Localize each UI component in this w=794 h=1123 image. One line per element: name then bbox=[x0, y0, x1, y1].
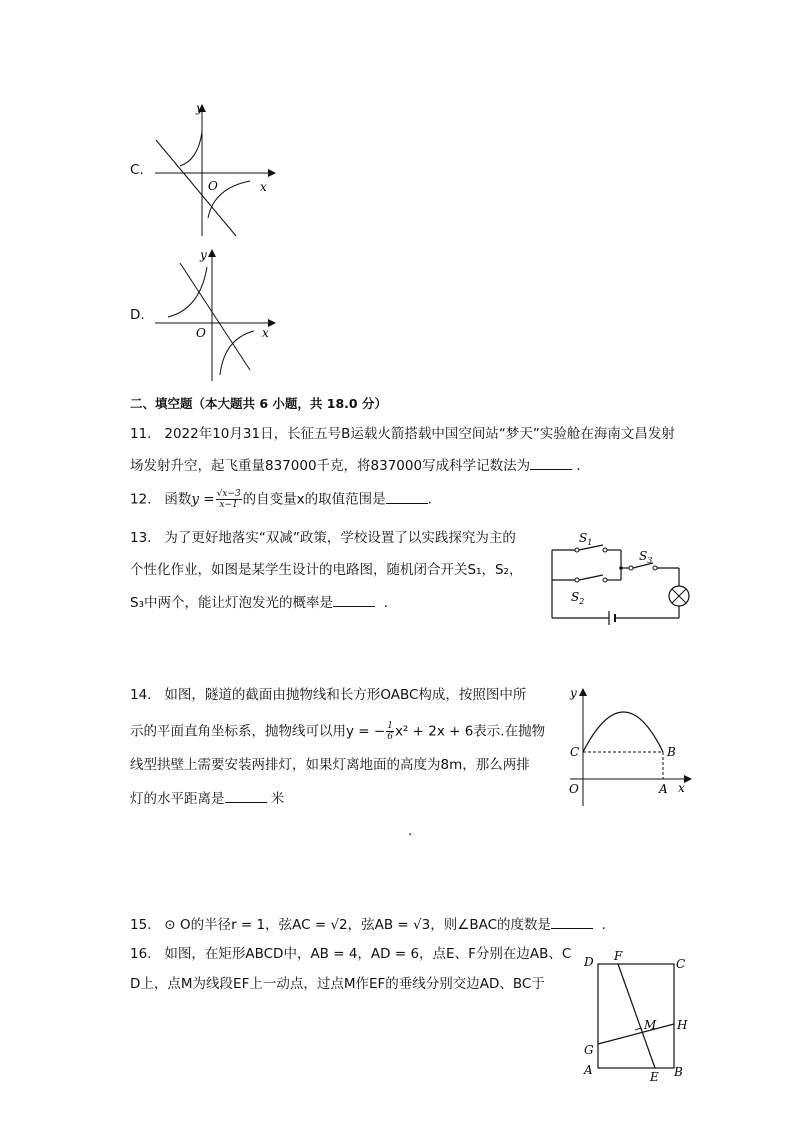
rectangle-diagram bbox=[578, 948, 698, 1088]
option-d-label: D. bbox=[130, 307, 145, 323]
switch-s2 bbox=[579, 575, 603, 580]
y-axis-label: y bbox=[200, 248, 207, 262]
label-o: O bbox=[569, 782, 579, 796]
linear-function-line bbox=[180, 263, 250, 370]
label-b: B bbox=[667, 745, 676, 759]
label-a: A bbox=[659, 782, 668, 796]
question-14-line3: 线型拱壁上需要安装两排灯，如果灯离地面的高度为8m，那么两排 bbox=[130, 757, 530, 773]
question-11-line2: 场发射升空，起飞重量837000千克，将837000写成科学记数法为 . bbox=[130, 458, 581, 474]
section-heading: 二、填空题（本大题共 6 小题，共 18.0 分） bbox=[130, 396, 387, 411]
question-number: 12. bbox=[130, 491, 152, 508]
answer-blank bbox=[530, 456, 572, 470]
option-c-label: C. bbox=[130, 162, 144, 178]
label-s1: $S_1$ bbox=[579, 531, 593, 547]
question-text: 2022年10月31日，长征五号B运载火箭搭载中国空间站“梦天”实验舱在海南文昌发射 bbox=[164, 426, 675, 442]
linear-function-line bbox=[156, 140, 236, 236]
label-e: E bbox=[650, 1070, 659, 1084]
question-number: 16. bbox=[130, 946, 152, 962]
question-number: 14. bbox=[130, 687, 152, 703]
label-c: C bbox=[676, 957, 686, 971]
x-axis-label: x bbox=[260, 180, 267, 194]
question-number: 15. bbox=[130, 917, 152, 933]
answer-blank bbox=[333, 593, 375, 607]
y-axis-label: y bbox=[196, 101, 203, 115]
origin-label: O bbox=[208, 179, 218, 193]
segment-gh bbox=[598, 1024, 674, 1044]
question-12: 12. 函数y = $\frac{√x-3}{x-1}$ 的自变量x的取值范围是 . bbox=[130, 489, 432, 510]
question-16-line2: D上，点M为线段EF上一动点，过点M作EF的垂线分别交边AD、BC于 bbox=[130, 976, 545, 992]
y-axis-arrow bbox=[208, 249, 216, 257]
circuit-diagram bbox=[545, 530, 705, 626]
label-d: D bbox=[584, 955, 594, 969]
fraction: $\frac{√x-3}{x-1}$ bbox=[216, 489, 241, 510]
answer-blank bbox=[551, 915, 593, 929]
question-13-line3: S₃中两个，能让灯泡发光的概率是 . bbox=[130, 595, 388, 611]
x-axis-arrow bbox=[268, 319, 276, 327]
answer-blank bbox=[386, 490, 428, 504]
stray-dot: . bbox=[408, 823, 413, 839]
x-axis-label: x bbox=[678, 781, 685, 795]
question-15: 15. ⊙ O的半径r = 1，弦AC = √2，弦AB = √3，则∠BAC的度数是 . bbox=[130, 917, 606, 933]
question-number: 11. bbox=[130, 426, 152, 442]
answer-blank bbox=[225, 789, 267, 803]
label-s2: $S_2$ bbox=[571, 590, 585, 606]
question-14: 14. 如图，隧道的截面由抛物线和长方形OABC构成，按照图中所 bbox=[130, 687, 527, 703]
question-14-line4: 灯的水平距离是 米 bbox=[130, 791, 285, 807]
question-13-line2: 个性化作业，如图是某学生设计的电路图，随机闭合开关S₁，S₂， bbox=[130, 562, 523, 578]
fraction: $\frac{1}{6}$ bbox=[387, 721, 393, 742]
label-h: H bbox=[677, 1018, 688, 1032]
question-14-line2: 示的平面直角坐标系，抛物线可以用y = − $\frac{1}{6}$ x² + 2x + 6表示.在抛物 bbox=[130, 721, 546, 742]
label-s3: $S_3$ bbox=[639, 549, 653, 565]
question-16: 16. 如图，在矩形ABCD中，AB = 4，AD = 6，点E、F分别在边AB、C bbox=[130, 946, 572, 962]
label-b: B bbox=[674, 1065, 683, 1079]
option-d-graph bbox=[150, 245, 280, 385]
label-a: A bbox=[584, 1063, 593, 1077]
label-c: C bbox=[570, 745, 580, 759]
question-number: 13. bbox=[130, 530, 152, 546]
x-axis-label: x bbox=[262, 326, 269, 340]
question-11 bbox=[130, 425, 675, 444]
label-m: M bbox=[644, 1018, 657, 1032]
x-axis-arrow bbox=[268, 169, 276, 177]
option-c-graph bbox=[150, 98, 280, 240]
y-axis-label: y bbox=[570, 686, 577, 700]
segment-ef bbox=[618, 964, 655, 1068]
origin-label: O bbox=[196, 326, 206, 340]
label-g: G bbox=[584, 1043, 594, 1057]
parabola-arch bbox=[583, 712, 663, 752]
question-13: 13. 为了更好地落实“双减”政策，学校设置了以实践探究为主的 bbox=[130, 530, 516, 546]
tunnel-diagram bbox=[560, 682, 698, 808]
label-f: F bbox=[614, 949, 623, 963]
hyperbola-branch-left bbox=[180, 132, 202, 166]
